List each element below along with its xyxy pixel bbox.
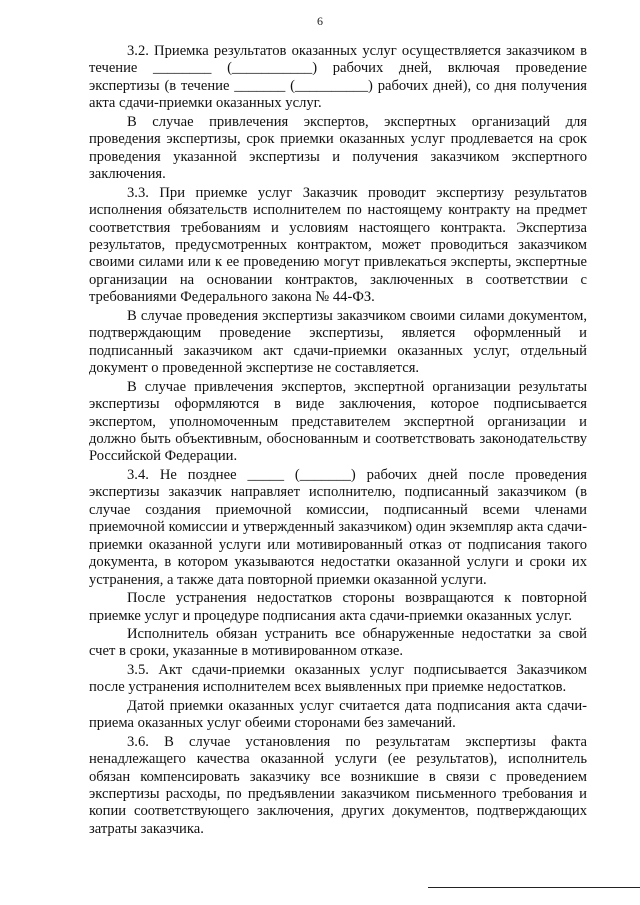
paragraph-contractor-obligation: Исполнитель обязан устранить все обнаруженные недостатки за свой счет в сроки, указанные в мотивированном отказе. bbox=[89, 625, 587, 660]
paragraph-acceptance-date: Датой приемки оказанных услуг считается дата подписания акта сдачи-приема оказанных услуг обеими сторонами без замечаний. bbox=[89, 697, 587, 732]
paragraph-own-expertise: В случае проведения экспертизы заказчиком своими силами документом, подтверждающим проведение экспертизы, является оформленный и подписанный заказчиком акт сдачи-приемки оказанных услуг, отдельный документ о проведенной экспертизе не составляется. bbox=[89, 307, 587, 377]
paragraph-3-2: 3.2. Приемка результатов оказанных услуг осуществляется заказчиком в течение ________ (___________) рабочих дней, включая проведение экспертизы (в течение _______ (__________) рабочих дней), со дня получения акта сдачи-приемки оказанных услуг. bbox=[89, 43, 587, 112]
footer-divider bbox=[428, 887, 640, 888]
paragraph-3-3: 3.3. При приемке услуг Заказчик проводит экспертизу результатов исполнения обязательств исполнителем по настоящему контракту на предмет соответствия требованиям и условиям настоящего контракта. Экспертиза результатов, предусмотренных контрактом, может проводиться заказчиком своими силами или к ее проведению могут привлекаться эксперты, экспертные организации на основании контрактов, заключенных в соответствии с требованиями Федерального закона № 44-ФЗ. bbox=[89, 184, 587, 306]
paragraph-3-6: 3.6. В случае установления по результатам экспертизы факта ненадлежащего качества оказанной услуги (ее результатов), исполнитель обязан компенсировать заказчику все возникшие в связи с проведением экспертизы расходы, по предъявлении заказчиком письменного требования и копии соответствующего заключения, других документов, подтверждающих затраты заказчика. bbox=[89, 733, 587, 837]
paragraph-3-4: 3.4. Не позднее _____ (_______) рабочих дней после проведения экспертизы заказчик направляет исполнителю, подписанный заказчиком (в случае создания приемочной комиссии, подписанный всеми членами приемочной комиссии и утвержденный заказчиком) один экземпляр акта сдачи-приемки оказанной услуги или мотивированный отказ от подписания такого документа, в котором указываются недостатки оказанной услуги и сроки их устранения, а также дата повторной приемки оказанной услуги. bbox=[89, 466, 587, 588]
paragraph-expert-conclusion: В случае привлечения экспертов, экспертной организации результаты экспертизы оформляются в виде заключения, которое подписывается экспертом, уполномоченным представителем экспертной организации и должно быть объективным, обоснованным и соответствовать законодательству Российской Федерации. bbox=[89, 378, 587, 465]
page-number: 6 bbox=[317, 14, 323, 28]
paragraph-defects-fixed: После устранения недостатков стороны возвращаются к повторной приемке услуг и процедуре подписания акта сдачи-приемки оказанных услуг. bbox=[89, 590, 587, 624]
paragraph-3-5: 3.5. Акт сдачи-приемки оказанных услуг подписывается Заказчиком после устранения исполнителем всех выявленных при приемке недостатков. bbox=[89, 661, 587, 696]
document-body bbox=[89, 43, 587, 838]
paragraph-experts-term: В случае привлечения экспертов, экспертных организаций для проведения экспертизы, срок приемки оказанных услуг продлевается на срок проведения указанной экспертизы и получения заказчиком экспертного заключения. bbox=[89, 113, 587, 183]
